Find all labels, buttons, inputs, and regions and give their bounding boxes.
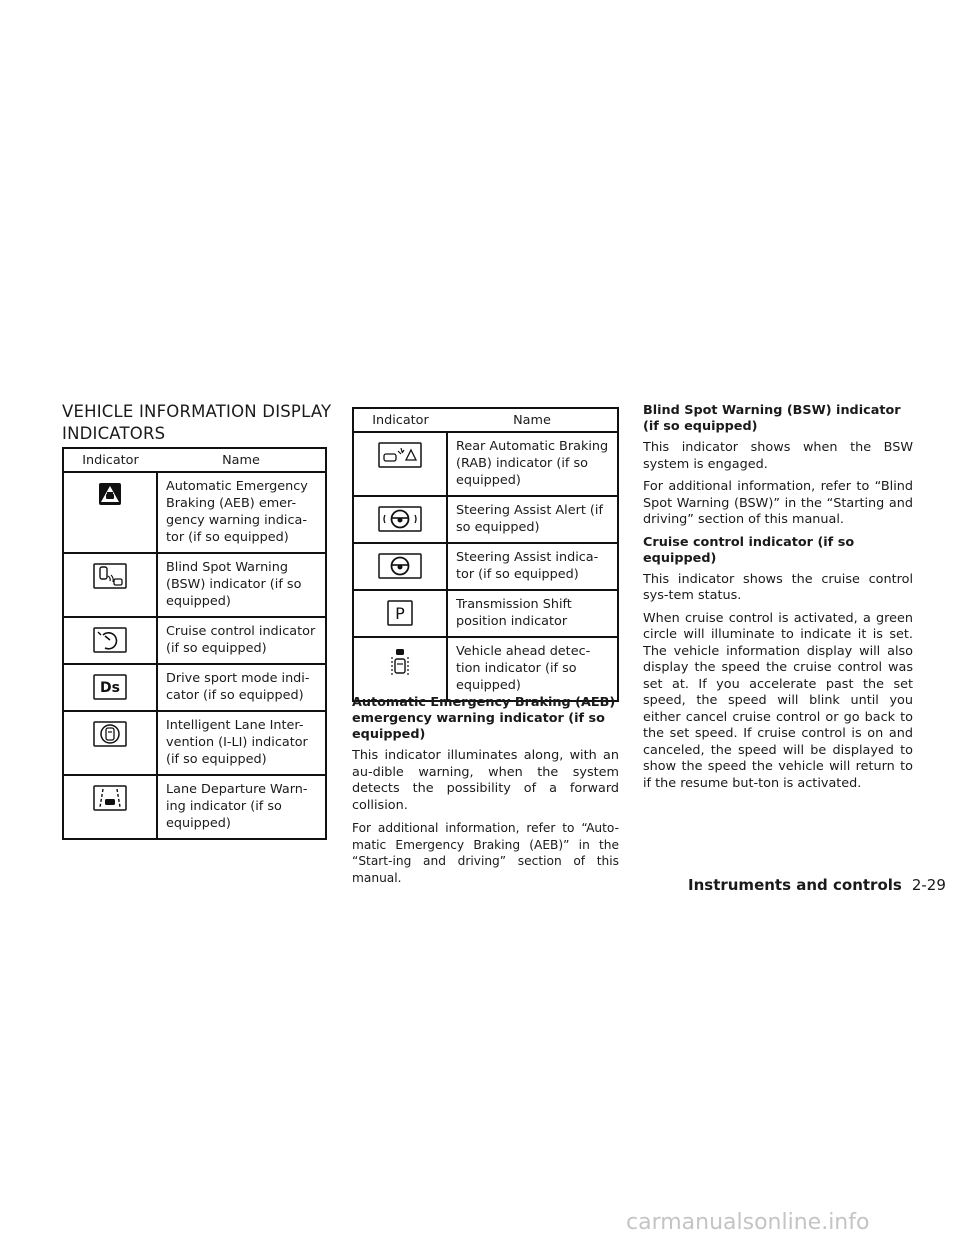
aeb-paragraph-1: This indicator illuminates along, with an au-dible warning, when the system detects the possibility of a forward collision.	[352, 748, 619, 813]
indicator-name: Automatic Emergency Braking (AEB) emer-gency warning indica-tor (if so equipped)	[157, 472, 326, 553]
indicator-name: Drive sport mode indi-cator (if so equipped)	[157, 664, 326, 711]
table-row	[353, 432, 618, 496]
aeb-warning-icon	[98, 482, 122, 506]
steering-assist-icon	[378, 553, 422, 579]
rear-braking-icon	[378, 442, 422, 468]
indicator-table-1	[62, 447, 327, 840]
table-row	[353, 590, 618, 637]
section-title: VEHICLE INFORMATION DISPLAY INDICATORS	[62, 402, 332, 443]
table-header-row	[353, 408, 618, 432]
aeb-section	[352, 695, 619, 892]
table-row	[63, 617, 326, 664]
bsw-paragraph-2: For additional information, refer to “Blind Spot Warning (BSW)” in the “Starting and driving” section of this manual.	[643, 479, 913, 527]
indicator-name: Steering Assist Alert (if so equipped)	[447, 496, 618, 543]
page-footer	[688, 876, 946, 894]
indicator-name: Vehicle ahead detec-tion indicator (if so equipped)	[447, 637, 618, 701]
cruise-control-icon	[93, 627, 127, 653]
lane-departure-icon	[93, 785, 127, 811]
indicator-name: Lane Departure Warn-ing indicator (if so equipped)	[157, 775, 326, 839]
indicator-column-header: Indicator	[63, 448, 157, 472]
bsw-icon	[93, 563, 127, 589]
table-row	[63, 775, 326, 839]
table-row	[353, 637, 618, 701]
transmission-p-icon	[387, 600, 413, 626]
cruise-paragraph-2: When cruise control is activated, a green circle will illuminate to indicate it is set. The vehicle information display will also display the speed the cruise control was set at. If you accelerate past the set speed, the speed will blink until you either cancel cruise control or go back to the set speed. If cruise control is on and canceled, the speed will be displayed to show the speed the vehicle will return to if the resume but-ton is activated.	[643, 610, 913, 791]
aeb-paragraph-2: For additional information, refer to “Auto-matic Emergency Braking (AEB)” in the “Start-ing and driving” section of this manual.	[352, 821, 619, 885]
aeb-heading: Automatic Emergency Braking (AEB) emergency warning indicator (if so equipped)	[352, 695, 616, 742]
right-column	[643, 403, 913, 798]
indicator-name: Blind Spot Warning (BSW) indicator (if so equipped)	[157, 553, 326, 617]
indicator-cell	[353, 637, 447, 701]
name-column-header: Name	[447, 408, 618, 432]
indicator-name: Transmission Shift position indicator	[447, 590, 618, 637]
table-row	[353, 543, 618, 590]
indicator-name: Intelligent Lane Inter-vention (I-LI) indicator (if so equipped)	[157, 711, 326, 775]
transmission-glyph: P	[395, 604, 405, 623]
table-row	[63, 472, 326, 553]
cruise-heading: Cruise control indicator (if so equipped)	[643, 534, 855, 566]
footer-section-title: Instruments and controls	[688, 876, 902, 894]
drive-sport-icon	[93, 674, 127, 700]
table-header-row	[63, 448, 326, 472]
lane-intervention-icon	[93, 721, 127, 747]
indicator-cell	[63, 711, 157, 775]
bsw-heading: Blind Spot Warning (BSW) indicator (if so equipped)	[643, 403, 901, 434]
indicator-cell	[353, 543, 447, 590]
indicator-cell	[353, 432, 447, 496]
indicator-column-header: Indicator	[353, 408, 447, 432]
indicator-name: Rear Automatic Braking (RAB) indicator (if so equipped)	[447, 432, 618, 496]
indicator-cell	[353, 590, 447, 637]
indicator-name: Steering Assist indica-tor (if so equipped)	[447, 543, 618, 590]
indicator-cell	[63, 472, 157, 553]
cruise-paragraph-1: This indicator shows the cruise control sys-tem status.	[643, 571, 913, 603]
table-row	[63, 664, 326, 711]
drive-sport-glyph: Ds	[100, 680, 120, 696]
watermark: carmanualsonline.info	[626, 1210, 870, 1235]
indicator-cell	[63, 775, 157, 839]
vehicle-ahead-icon	[390, 647, 410, 681]
table-row	[353, 496, 618, 543]
indicator-name: Cruise control indicator (if so equipped)	[157, 617, 326, 664]
page-number: 2-29	[911, 876, 946, 894]
indicator-cell	[63, 664, 157, 711]
name-column-header: Name	[157, 448, 326, 472]
table-row	[63, 553, 326, 617]
steering-alert-icon	[378, 506, 422, 532]
bsw-paragraph-1: This indicator shows when the BSW system is engaged.	[643, 440, 913, 472]
indicator-cell	[353, 496, 447, 543]
indicator-cell	[63, 553, 157, 617]
indicator-cell	[63, 617, 157, 664]
table-row	[63, 711, 326, 775]
indicator-table-2	[352, 407, 619, 702]
